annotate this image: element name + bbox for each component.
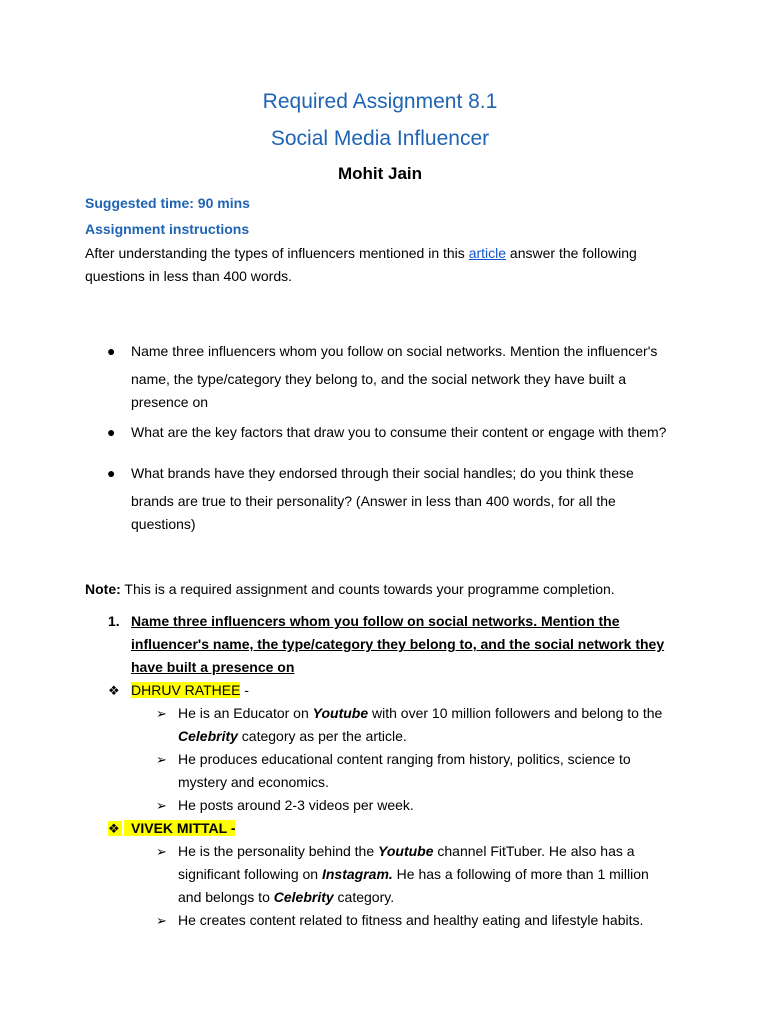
question-1-line-2: name, the type/category they belong to, and the social network they have built a <box>131 371 626 387</box>
dhruv-p1-category: Celebrity <box>178 728 238 744</box>
vivek-point-2: He creates content related to fitness and healthy eating and lifestyle habits. <box>178 912 644 928</box>
answer-1-heading <box>131 610 691 679</box>
author-name: Mohit Jain <box>337 164 423 183</box>
vivek-p1-category: Celebrity <box>273 889 334 905</box>
intro-paragraph <box>85 242 685 288</box>
note-text: This is a required assignment and counts towards your programme completion. <box>120 581 615 597</box>
assignment-instructions-heading: Assignment instructions <box>85 221 250 237</box>
vivek-p1-text-d: significant following on <box>178 866 322 882</box>
title-line-2: Social Media Influencer <box>270 127 490 150</box>
dhruv-point-1 <box>178 702 688 748</box>
vivek-p1-platform: Youtube <box>378 843 434 859</box>
influencer-vivek-name: VIVEK MITTAL - <box>124 820 235 836</box>
influencer-dhruv-name: DHRUV RATHEE <box>131 682 241 698</box>
question-3-line-3: questions) <box>131 516 196 532</box>
question-3-line-1: What brands have they endorsed through their social handles; do you think these <box>131 465 634 481</box>
note-paragraph <box>85 578 685 601</box>
vivek-p1-text-f: He has a following of more than 1 million <box>392 866 649 882</box>
arrow-bullet-icon: ➢ <box>156 752 167 767</box>
vivek-point-1 <box>178 840 688 909</box>
dhruv-p1-text-c: with over 10 million followers and belong to the <box>368 705 663 721</box>
bullet-icon: ● <box>107 465 116 481</box>
intro-text-before: After understanding the types of influencers mentioned in this <box>85 245 469 261</box>
question-1-line-1: Name three influencers whom you follow on social networks. Mention the influencer's <box>131 343 658 359</box>
diamond-bullet-icon <box>108 817 122 840</box>
suggested-time: Suggested time: 90 mins <box>85 195 250 211</box>
bullet-icon: ● <box>107 343 116 359</box>
vivek-p1-platform-2: Instagram. <box>321 866 393 882</box>
title-line-1: Required Assignment 8.1 <box>262 90 498 113</box>
dhruv-point-3: He posts around 2-3 videos per week. <box>178 797 414 813</box>
bullet-icon: ● <box>107 424 116 440</box>
intro-text-after: answer the following <box>506 245 637 261</box>
vivek-p1-text-i: category. <box>333 889 395 905</box>
vivek-p1-text-a: He is the personality behind the <box>178 843 379 859</box>
question-3-line-2: brands are true to their personality? (Answer in less than 400 words, for all the <box>131 493 616 509</box>
question-3 <box>131 464 691 533</box>
arrow-bullet-icon: ➢ <box>156 913 167 928</box>
dhruv-p1-platform: Youtube <box>312 705 369 721</box>
note-label: Note: <box>85 581 121 597</box>
dhruv-point-2 <box>178 748 688 794</box>
influencer-dhruv-heading <box>131 679 249 702</box>
influencer-dhruv-dash: - <box>240 682 249 698</box>
intro-text-line2: questions in less than 400 words. <box>85 268 293 284</box>
answer-1-number: 1. <box>108 613 120 629</box>
dhruv-p2-line-1: He produces educational content ranging from history, politics, science to <box>178 751 631 767</box>
dhruv-p2-line-2: mystery and economics. <box>178 774 329 790</box>
influencer-vivek-heading <box>124 817 235 840</box>
vivek-p1-text-c: channel FitTuber. He also has a <box>433 843 635 859</box>
question-1 <box>131 342 691 411</box>
arrow-bullet-icon: ➢ <box>156 706 167 721</box>
arrow-bullet-icon: ➢ <box>156 798 167 813</box>
answer-1-heading-line-1: Name three influencers whom you follow on social networks. Mention the <box>131 613 620 629</box>
article-link[interactable]: article <box>468 245 507 261</box>
answer-1-heading-line-3: have built a presence on <box>131 659 295 675</box>
question-2: What are the key factors that draw you to consume their content or engage with them? <box>131 424 667 440</box>
answer-1-heading-line-2: influencer's name, the type/category they belong to, and the social network they <box>131 636 665 652</box>
arrow-bullet-icon: ➢ <box>156 844 167 859</box>
question-1-line-3: presence on <box>131 394 209 410</box>
vivek-p1-text-g: and belongs to <box>178 889 274 905</box>
diamond-glyph: ❖ <box>108 821 120 836</box>
diamond-bullet-icon: ❖ <box>108 683 120 698</box>
dhruv-p1-text-a: He is an Educator on <box>178 705 313 721</box>
dhruv-p1-text-e: category as per the article. <box>237 728 407 744</box>
